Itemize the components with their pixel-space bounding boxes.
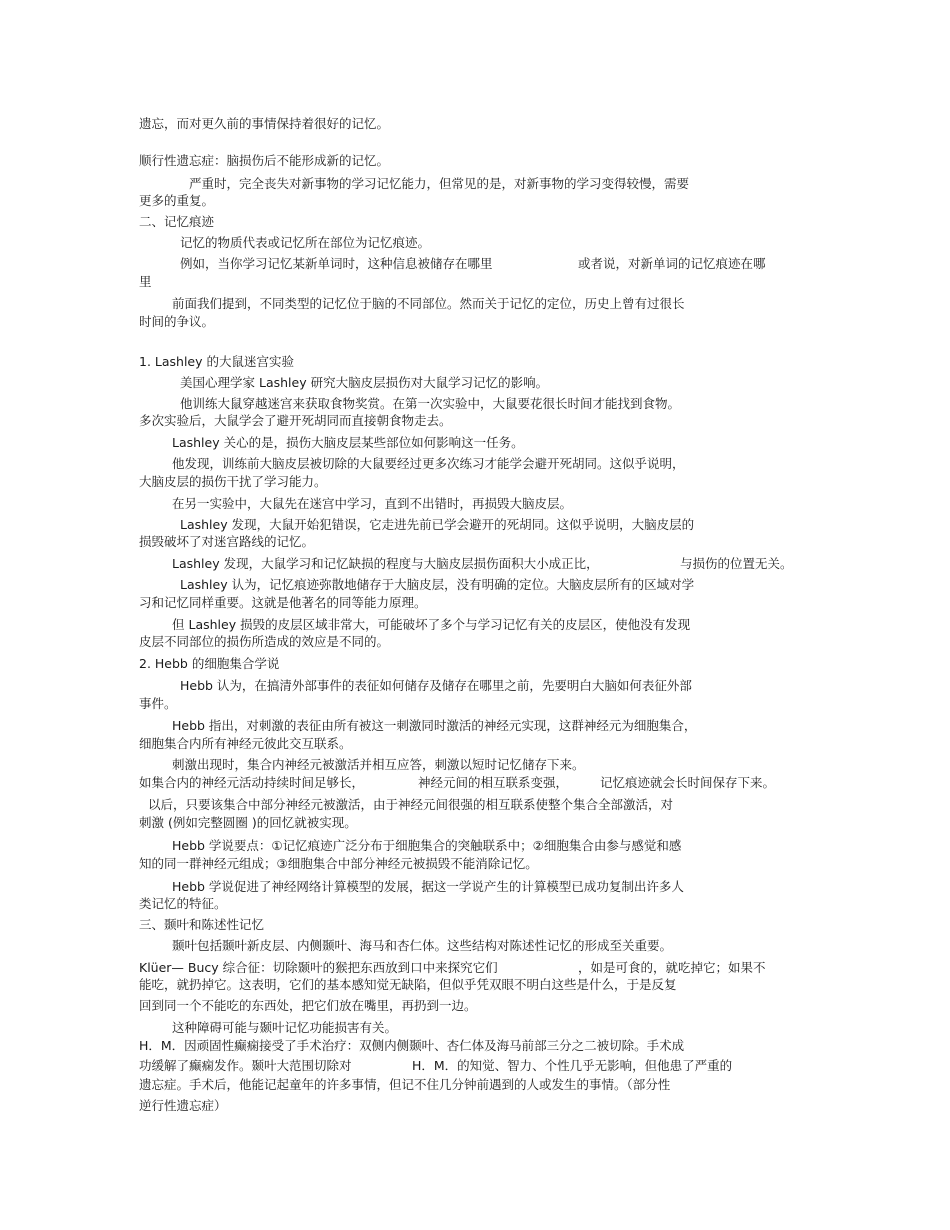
text-line: Lashley 发现，大鼠开始犯错误，它走进先前已学会避开的死胡同。这似乎说明，大脑皮层的 — [180, 517, 695, 532]
text-line: 习和记忆同样重要。这就是他著名的同等能力原理。 — [139, 595, 427, 610]
text-line: Hebb 指出，对刺激的表征由所有被这一刺激同时激活的神经元实现，这群神经元为细胞集合， — [172, 718, 697, 733]
text-line: 能吃，就扔掉它。这表明，它们的基本感知觉无缺陷，但似乎凭双眼不明白这些是什么，于是反复 — [139, 977, 677, 992]
text-line: Lashley 关心的是，损伤大脑皮层某些部位如何影响这一任务。 — [172, 435, 524, 450]
text-line: 回到同一个不能吃的东西处，把它们放在嘴里，再扔到一边。 — [139, 998, 477, 1013]
subsection-heading: 2. Hebb 的细胞集合学说 — [139, 656, 280, 671]
text-line: 美国心理学家 Lashley 研究大脑皮层损伤对大鼠学习记忆的影响。 — [180, 375, 549, 390]
text-line: Lashley 发现，大鼠学习和记忆缺损的程度与大脑皮层损伤面积大小成正比， — [172, 556, 599, 571]
subsection-heading: 1. Lashley 的大鼠迷宫实验 — [139, 354, 294, 369]
text-line: 或者说，对新单词的记忆痕迹在哪 — [578, 256, 766, 271]
text-line: H．M．因顽固性癫痫接受了手术治疗：双侧内侧颞叶、杏仁体及海马前部三分之二被切除。手术成 — [139, 1038, 685, 1053]
text-line: 细胞集合内所有神经元彼此交互联系。 — [139, 736, 352, 751]
text-line: 功缓解了癫痫发作。颞叶大范围切除对 — [139, 1058, 352, 1073]
text-line: 例如，当你学习记忆某新单词时，这种信息被储存在哪里 — [180, 256, 493, 271]
section-heading: 三、颞叶和陈述性记忆 — [139, 917, 265, 932]
text-line: 他训练大鼠穿越迷宫来获取食物奖赏。在第一次实验中，大鼠要花很长时间才能找到食物。 — [180, 396, 681, 411]
text-line: 顺行性遗忘症：脑损伤后不能形成新的记忆。 — [139, 153, 390, 168]
text-line: 更多的重复。 — [139, 193, 215, 208]
text-line: 多次实验后，大鼠学会了避开死胡同而直接朝食物走去。 — [139, 413, 452, 428]
text-line: 皮层不同部位的损伤所造成的效应是不同的。 — [139, 634, 390, 649]
text-line: 神经元间的相互联系变强， — [418, 775, 569, 790]
text-line: 记忆痕迹就会长时间保存下来。 — [600, 775, 776, 790]
text-line: 遗忘症。手术后，他能记起童年的许多事情，但记不住几分钟前遇到的人或发生的事情。（部分性 — [139, 1077, 671, 1092]
text-line: 在另一实验中，大鼠先在迷宫中学习，直到不出错时，再损毁大脑皮层。 — [172, 496, 573, 511]
text-line: Hebb 学说促进了神经网络计算模型的发展，据这一学说产生的计算模型已成功复制出许多人 — [172, 879, 684, 894]
section-heading: 二、记忆痕迹 — [139, 214, 215, 229]
text-line: 刺激出现时，集合内神经元被激活并相互应答，刺激以短时记忆储存下来。 — [172, 757, 585, 772]
text-line: 与损伤的位置无关。 — [680, 556, 793, 571]
text-line: ，如是可食的，就吃掉它；如果不 — [578, 960, 766, 975]
text-line: H．M．的知觉、智力、个性几乎无影响，但他患了严重的 — [412, 1058, 733, 1073]
text-line: 刺激 (例如完整圆圈 )的回忆就被实现。 — [139, 815, 357, 830]
text-line: 损毁破坏了对迷宫路线的记忆。 — [139, 534, 315, 549]
text-line: Lashley 认为，记忆痕迹弥散地储存于大脑皮层，没有明确的定位。大脑皮层所有的区域对学 — [180, 577, 695, 592]
text-line: 里 — [139, 274, 152, 289]
text-line: 类记忆的特征。 — [139, 896, 227, 911]
text-line: Hebb 学说要点：①记忆痕迹广泛分布于细胞集合的突触联系中；②细胞集合由参与感觉和感 — [172, 838, 682, 853]
text-line: Klüer— Bucy 综合征：切除颞叶的猴把东西放到口中来探究它们 — [139, 960, 498, 975]
text-line: 颞叶包括颞叶新皮层、内侧颞叶、海马和杏仁体。这些结构对陈述性记忆的形成至关重要。 — [172, 938, 673, 953]
text-line: 以后，只要该集合中部分神经元被激活，由于神经元间很强的相互联系使整个集合全部激活，对 — [148, 797, 674, 812]
text-line: 时间的争议。 — [139, 314, 215, 329]
text-line: 事件。 — [139, 696, 177, 711]
text-line: 严重时，完全丧失对新事物的学习记忆能力，但常见的是，对新事物的学习变得较慢，需要 — [189, 176, 690, 191]
text-line: 前面我们提到，不同类型的记忆位于脑的不同部位。然而关于记忆的定位，历史上曾有过很长 — [172, 296, 685, 311]
text-line: 但 Lashley 损毁的皮层区域非常大，可能破坏了多个与学习记忆有关的皮层区，使他没有发现 — [172, 617, 691, 632]
text-line: 这种障碍可能与颞叶记忆功能损害有关。 — [172, 1020, 398, 1035]
text-line: 知的同一群神经元组成；③细胞集合中部分神经元被损毁不能消除记忆。 — [139, 856, 538, 871]
text-line: 他发现，训练前大脑皮层被切除的大鼠要经过更多次练习才能学会避开死胡同。这似乎说明， — [172, 456, 685, 471]
text-line: 如集合内的神经元活动持续时间足够长， — [139, 775, 365, 790]
text-line: 大脑皮层的损伤干扰了学习能力。 — [139, 474, 327, 489]
text-line: 遗忘，而对更久前的事情保持着很好的记忆。 — [139, 116, 390, 131]
text-line: Hebb 认为，在搞清外部事件的表征如何储存及储存在哪里之前，先要明白大脑如何表征外部 — [180, 678, 692, 693]
text-line: 逆行性遗忘症） — [139, 1098, 227, 1113]
text-line: 记忆的物质代表或记忆所在部位为记忆痕迹。 — [180, 235, 431, 250]
